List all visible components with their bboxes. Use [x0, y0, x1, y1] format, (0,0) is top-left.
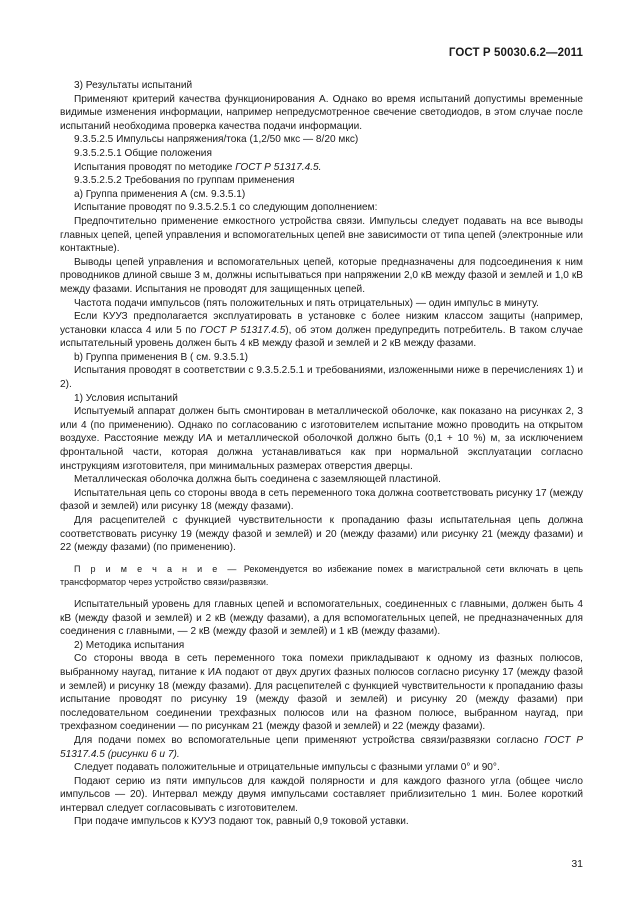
list-item: 2) Методика испытания	[74, 639, 185, 651]
list-item: 1) Условия испытаний	[74, 392, 178, 404]
list-item: b) Группа применения В ( см. 9.3.5.1)	[74, 351, 249, 363]
paragraph: Применяют критерий качества функционирования А. Однако во время испытаний допустимы временные видимые изменения информации, например непредусмотренное свечение светодиодов, в этом случае после испытаний необходима проверка качества подачи информации.	[60, 93, 583, 132]
standard-reference: ГОСТ Р 51317.4.5	[200, 324, 286, 336]
paragraph: Выводы цепей управления и вспомогательных цепей, которые предназначены для подсоединения к ним проводников длиной свыше 3 м, должны испытываться при напряжении 2,0 кВ между фазой и землей и 1,0 кВ между фазами. Испытания не проводят для защищенных цепей.	[60, 256, 583, 295]
paragraph: Испытательная цепь со стороны ввода в сеть переменного тока должна соответствовать рисунку 17 (между фазой и землей) или рисунку 18 (между фазами).	[60, 487, 583, 513]
section-heading: 9.3.5.2.5.2 Требования по группам применения	[74, 175, 295, 187]
paragraph: Со стороны ввода в сеть переменного тока помехи прикладывают к одному из фазных полюсов, выбранному наугад, питание к ИА подают от двух других фазных полюсов согласно рисунку 17 (между фазой и землей) и рисунку 18 (между фазами). Для расцепителей с функцией чувствительности к пропаданию фазы испытание проводят по рисунку 19 (между фазой и землей) и рисунку 20 (между фазами) при последовательном соединении трехфазных полюсов или на фазном полюсе, выбранном наугад, при трехфазном соединении — по рисункам 21 (между фазой и землей) и 22 (между фазами).	[60, 653, 583, 733]
section-heading: 9.3.5.2.5 Импульсы напряжения/тока (1,2/50 мкс — 8/20 мкс)	[74, 134, 359, 146]
paragraph: Для расцепителей с функцией чувствительности к пропаданию фазы испытательная цепь должна соответствовать рисунку 19 (между фазой и землей) и 20 (между фазами) или рисунку 21 (между фазами) и 22 (между фазами) (по применению).	[60, 515, 583, 554]
document-header: ГОСТ Р 50030.6.2—2011	[448, 47, 583, 59]
standard-reference: ГОСТ Р 51317.4.5 (рисунки 6 и 7).	[60, 734, 583, 760]
paragraph: Подают серию из пяти импульсов для каждой полярности и для каждого фазного угла (общее число импульсов — 20). Интервал между двумя импульсами составляет приблизительно 1 мин. Более короткий интервал следует согласовывать с изготовителем.	[60, 775, 583, 814]
paragraph: Испытание проводят по 9.3.5.2.5.1 со следующим дополнением:	[74, 202, 378, 214]
paragraph: Предпочтительно применение емкостного устройства связи. Импульсы следует подавать на все выводы главных цепей, цепей управления и вспомогательных цепей вне зависимости от типа цепей (электронные или контактные).	[60, 215, 583, 255]
paragraph: Испытания проводят по методике ГОСТ Р 51317.4.5.	[74, 161, 322, 173]
paragraph: Частота подачи импульсов (пять положительных и пять отрицательных) — один импульс в минуту.	[74, 297, 539, 309]
paragraph: Испытуемый аппарат должен быть смонтирован в металлической оболочке, как показано на рисунках 2, 3 или 4 (по применению). Однако по согласованию с изготовителем испытание можно проводить на открытом воздухе. Расстояние между ИА и металлической оболочкой должно быть (0,1 + 10 %) м, за исключением фронтальной части, которая должна устанавливаться как при нормальной эксплуатации согласно инструкциям изготовителя, при минимальных размерах отверстия дверцы.	[60, 406, 583, 472]
page-number: 31	[571, 858, 583, 870]
paragraph: Испытательный уровень для главных цепей и вспомогательных, соединенных с главными, должен быть 4 кВ (между фазой и землей) и 2 кВ (между фазами), а для вспомогательных цепей, не предназначенных для соединения с главными, — 2 кВ (между фазой и землей) и 1 кВ (между фазами).	[60, 598, 583, 638]
note-text: Рекомендуется во избежание помех в магистральной сети включать в цепь трансформатор через устройство связи/развязки.	[60, 563, 583, 588]
paragraph: Металлическая оболочка должна быть соединена с заземляющей пластиной.	[74, 474, 441, 486]
paragraph: При подаче импульсов к КУУЗ подают ток, равный 0,9 токовой уставки.	[74, 816, 409, 828]
paragraph: Если КУУЗ предполагается эксплуатировать в установке с более низким классом защиты (например, установки класса 4 или 5 по ГОСТ Р 51317.4.5), об этом должен предупредить потребитель. В таком случае испытательный уровень должен быть 4 кВ между фазой и землей и 2 кВ между фазами.	[60, 311, 584, 350]
note-label: П р и м е ч а н и е —	[74, 563, 239, 574]
paragraph: Следует подавать положительные и отрицательные импульсы с фазными углами 0° и 90°.	[74, 762, 500, 774]
page-body	[60, 79, 583, 829]
paragraph: Для подачи помех во вспомогательные цепи применяют устройства связи/развязки согласно ГОСТ Р 51317.4.5 (рисунки 6 и 7).	[60, 734, 583, 760]
note	[60, 563, 583, 590]
standard-reference: ГОСТ Р 51317.4.5.	[235, 161, 322, 173]
paragraph: 3) Результаты испытаний	[74, 80, 193, 91]
paragraph: Испытания проводят в соответствии с 9.3.5.2.5.1 и требованиями, изложенными ниже в перечислениях 1) и 2).	[60, 365, 583, 391]
list-item: а) Группа применения А (см. 9.3.5.1)	[74, 188, 246, 200]
section-heading: 9.3.5.2.5.1 Общие положения	[74, 147, 212, 159]
